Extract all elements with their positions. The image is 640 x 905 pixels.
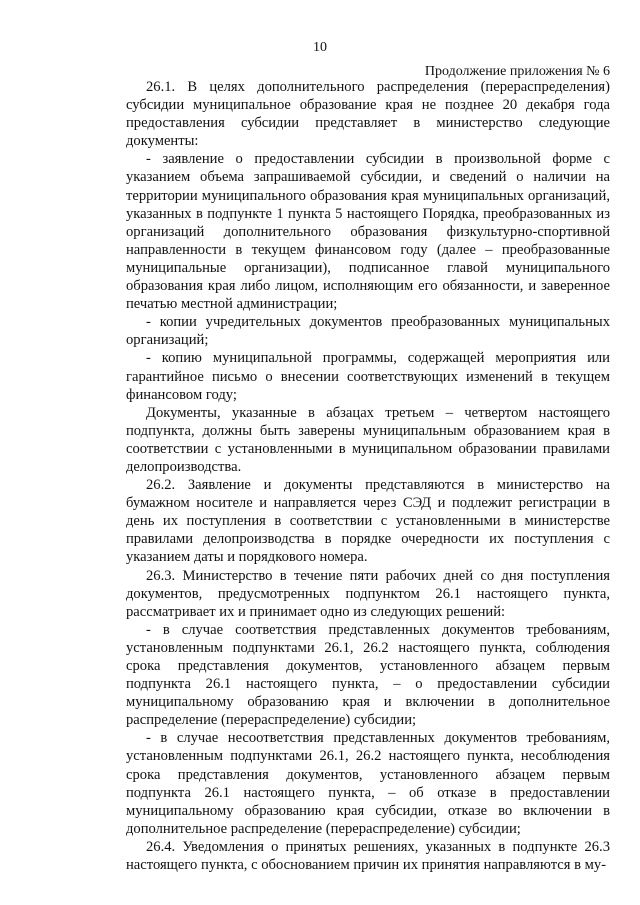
paragraph-26-2: 26.2. Заявление и документы представляются в министерство на бумажном носителе и направляется через СЭД и подлежит регистрации в день их поступления в соответствии с установленными в министерстве правилами делопроизводства в порядке очередности их поступления с указанием даты и порядкового номера. — [126, 477, 610, 566]
list-item-founding-documents: - копии учредительных документов преобразованных муниципальных организаций; — [126, 314, 610, 349]
paragraph-26-4: 26.4. Уведомления о принятых решениях, указанных в подпункте 26.3 настоящего пункта, с обоснованием причин их принятия направляются в му- — [126, 838, 610, 874]
document-body — [126, 78, 610, 874]
list-item-approval: - в случае соответствия представленных документов требованиям, установленным подпунктами 26.1, 26.2 настоящего пункта, соблюдения срока представления документов, установленного абзацем первым подпункта 26.1 настоящего пункта, – о предоставлении субсидии муниципальному образованию края и включении в дополнительное распределение (перераспределение) субсидии; — [126, 621, 610, 729]
paragraph-26-3: 26.3. Министерство в течение пяти рабочих дней со дня поступления документов, предусмотренных подпунктом 26.1 настоящего пункта, рассматривает их и принимает одно из следующих решений: — [126, 567, 610, 620]
paragraph-certification: Документы, указанные в абзацах третьем – четвертом настоящего подпункта, должны быть заверены муниципальным образованием края в соответствии с установленными в муниципальном образовании правилами делопроизводства. — [126, 404, 610, 475]
list-item-municipal-program: - копию муниципальной программы, содержащей мероприятия или гарантийное письмо о внесении соответствующих изменений в текущем финансовом году; — [126, 350, 610, 403]
list-item-application: - заявление о предоставлении субсидии в произвольной форме с указанием объема запрашиваемой субсидии, и сведений о наличии на территории муниципального образования края муниципальных организаций, указанных в подпункте 1 пункта 5 настоящего Порядка, преобразованных из организаций дополнительного образования физкультурно-спортивной направленности в текущем финансовом году (далее – преобразованные муниципальные организации), подписанное главой муниципального образования края либо лицом, исполняющим его обязанности, и заверенное печатью местной администрации; — [126, 151, 610, 313]
appendix-continuation-label: Продолжение приложения № 6 — [424, 64, 610, 79]
page-number: 10 — [313, 40, 327, 55]
list-item-refusal: - в случае несоответствия представленных документов требованиям, установленным подпунктами 26.1, 26.2 настоящего пункта, несоблюдения срока представления документов, установленного абзацем первым подпункта 26.1 настоящего пункта, – об отказе в предоставлении муниципальному образованию края субсидии, отказе во включении в дополнительное распределение (перераспределение) субсидии; — [126, 730, 610, 837]
paragraph-26-1: 26.1. В целях дополнительного распределения (перераспределения) субсидии муниципальное образование края не позднее 20 декабря года предоставления субсидии представляет в министерство следующие документы: — [126, 79, 610, 150]
